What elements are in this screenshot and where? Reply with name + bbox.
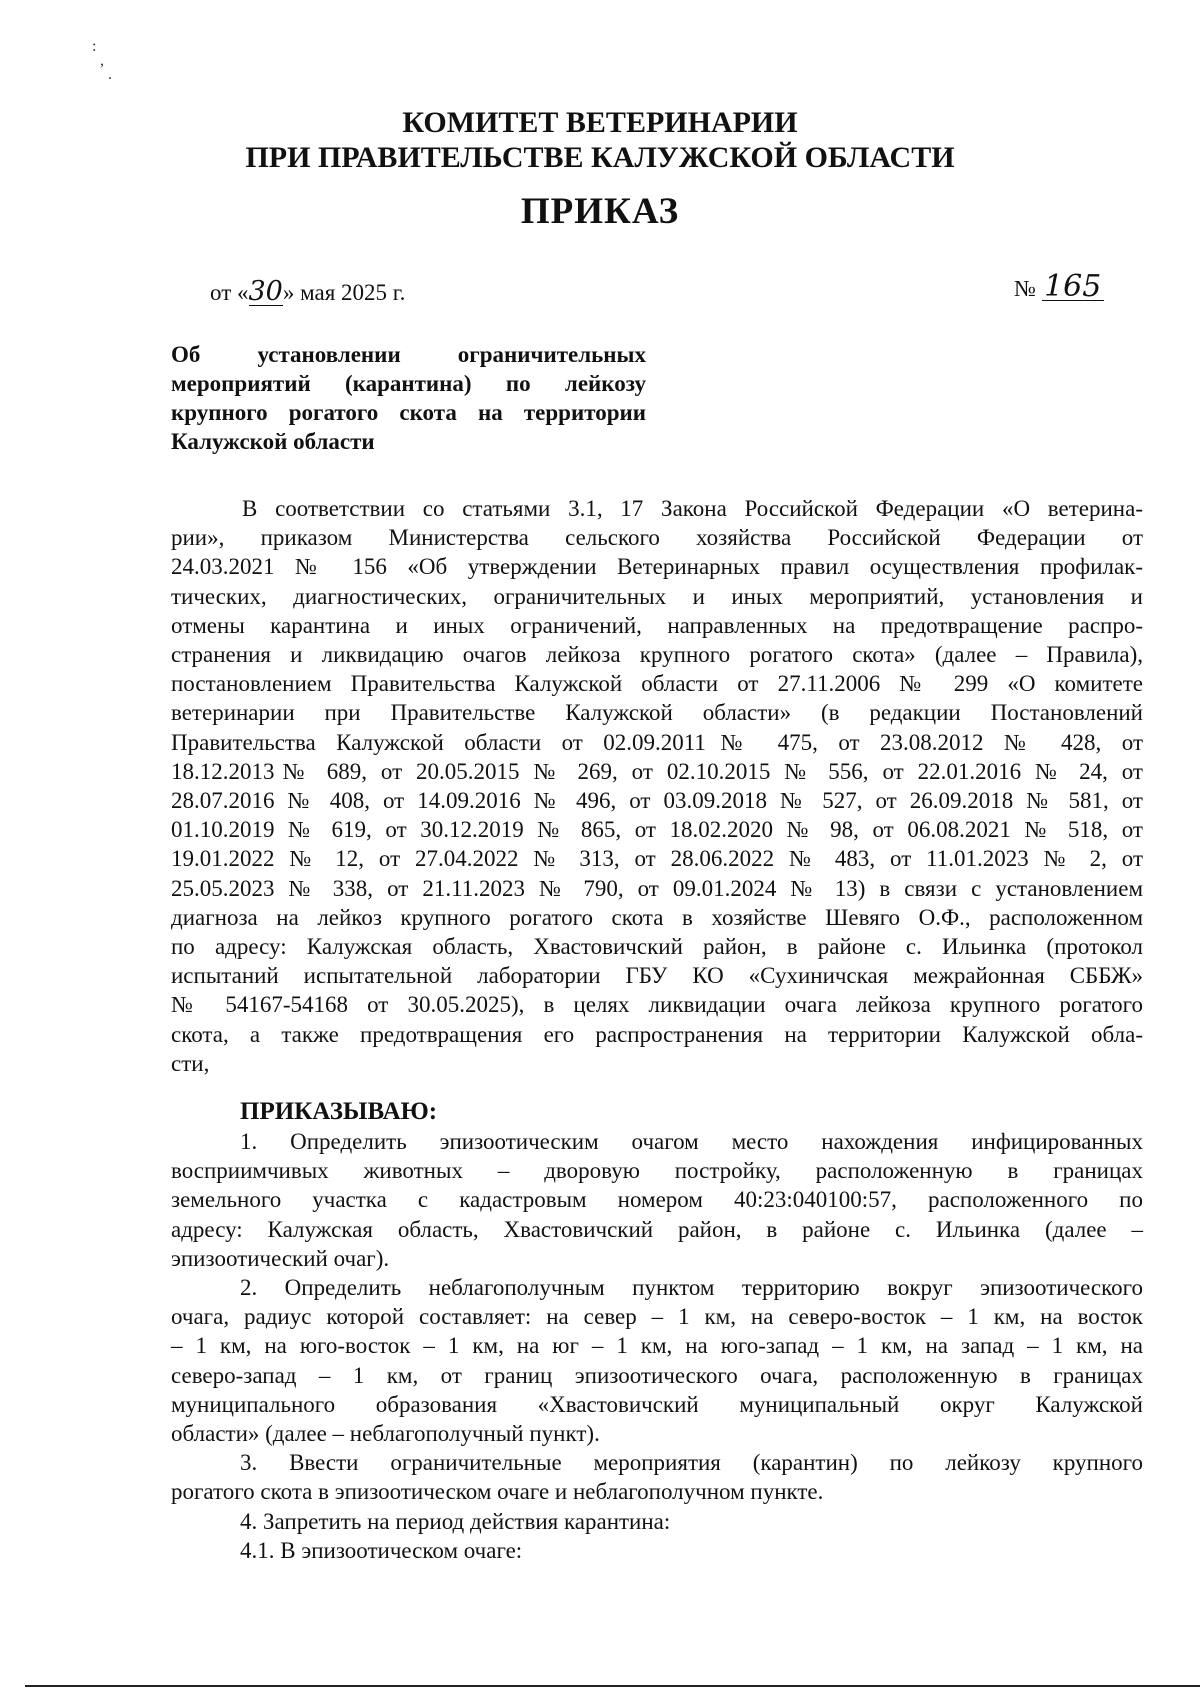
scan-artifact: : , . — [92, 38, 112, 83]
item-line: 3. Ввести ограничительные мероприятия (карантин) по лейкозу крупного — [240, 1450, 1143, 1476]
item-line: области» (далее – неблагополучный пункт). — [171, 1421, 600, 1447]
preamble-line: тических, диагностических, ограничительных и иных мероприятий, установления и — [171, 583, 1143, 609]
item-line: эпизоотический очаг). — [171, 1245, 390, 1271]
order-directive-heading: ПРИКАЗЫВАЮ: — [240, 1098, 438, 1125]
preamble-paragraph — [171, 494, 1143, 1078]
preamble-line: В соответствии со статьями 3.1, 17 Закона Российской Федерации «О ветерина- — [242, 496, 1143, 521]
item-line: рогатого скота в эпизоотическом очаге и неблагополучном пункте. — [171, 1479, 824, 1505]
preamble-line: 25.05.2023 № 338, от 21.11.2023 № 790, от 09.01.2024 № 13) в связи с установлением — [171, 875, 1143, 901]
preamble-line: ветеринарии при Правительстве Калужской области» (в редакции Постановлений — [171, 700, 1143, 726]
preamble-line: по адресу: Калужская область, Хвастовичский район, в районе с. Ильинка (протокол — [171, 934, 1143, 960]
item-line: очага, радиус которой составляет: на север – 1 км, на северо-восток – 1 км, на восток — [171, 1304, 1143, 1330]
item-line: восприимчивых животных – дворовую постройку, расположенную в границах — [171, 1158, 1143, 1184]
preamble-line: странения и ликвидацию очагов лейкоза крупного рогатого скота» (далее – Правила), — [171, 642, 1143, 668]
subject-line: крупного рогатого скота на территории — [171, 400, 646, 425]
preamble-line: скота, а также предотвращения его распространения на территории Калужской обла- — [171, 1021, 1143, 1047]
item-line: 2. Определить неблагополучным пунктом территорию вокруг эпизоотического — [240, 1275, 1143, 1301]
preamble-line: диагноза на лейкоз крупного рогатого скота в хозяйстве Шевяго О.Ф., расположенном — [171, 904, 1143, 930]
preamble-line: сти, — [171, 1050, 210, 1076]
order-date — [210, 278, 405, 308]
preamble-line: 01.10.2019 № 619, от 30.12.2019 № 865, от 18.02.2020 № 98, от 06.08.2021 № 518, от — [171, 817, 1143, 843]
item-line: муниципального образования «Хвастовичский муниципальный округ Калужской — [171, 1391, 1143, 1417]
document-title: ПРИКАЗ — [520, 191, 680, 232]
item-line: адресу: Калужская область, Хвастовичский район, в районе с. Ильинка (далее – — [171, 1216, 1143, 1242]
preamble-line: 28.07.2016 № 408, от 14.09.2016 № 496, от 03.09.2018 № 527, от 26.09.2018 № 581, от — [171, 788, 1143, 814]
preamble-line: постановлением Правительства Калужской области от 27.11.2006 № 299 «О комитете — [171, 671, 1143, 697]
order-number — [1014, 269, 1104, 304]
preamble-line: 24.03.2021 № 156 «Об утверждении Ветеринарных правил осуществления профилак- — [171, 554, 1143, 580]
preamble-line: 18.12.2013№ 689, от 20.05.2015 № 269, от 02.10.2015 № 556, от 22.01.2016 № 24, от — [171, 758, 1143, 784]
subject-line: Об установлении ограничительных — [171, 342, 646, 367]
date-day-handwritten: 30 — [248, 276, 283, 307]
date-prefix: от « — [210, 280, 249, 305]
item-line: 4. Запретить на период действия карантина: — [240, 1508, 671, 1534]
subject-line: Калужской области — [171, 429, 375, 454]
date-suffix: » мая 2025 г. — [282, 280, 406, 305]
preamble-line: рии», приказом Министерства сельского хозяйства Российской Федерации от — [171, 525, 1143, 551]
number-prefix: № — [1014, 276, 1036, 301]
preamble-line: 19.01.2022 № 12, от 27.04.2022 № 313, от 28.06.2022 № 483, от 11.01.2023 № 2, от — [171, 846, 1143, 872]
order-subject — [171, 340, 646, 456]
order-items — [171, 1127, 1143, 1565]
item-line: 4.1. В эпизоотическом очаге: — [240, 1537, 523, 1563]
preamble-line: Правительства Калужской области от 02.09.2011№ 475, от 23.08.2012 № 428, от — [171, 729, 1143, 755]
item-line: 1. Определить эпизоотическим очагом место нахождения инфицированных — [240, 1129, 1143, 1154]
page-bottom-edge — [25, 1685, 1200, 1687]
preamble-line: испытаний испытательной лаборатории ГБУ КО «Сухиничская межрайонная СББЖ» — [171, 963, 1143, 989]
org-name-line2: ПРИ ПРАВИТЕЛЬСТВЕ КАЛУЖСКОЙ ОБЛАСТИ — [245, 141, 955, 174]
item-line: – 1 км, на юго-восток – 1 км, на юг – 1 км, на юго-запад – 1 км, на запад – 1 км, на — [171, 1333, 1143, 1359]
number-value-handwritten: 165 — [1042, 274, 1104, 301]
preamble-line: отмены карантина и иных ограничений, направленных на предотвращение распро- — [171, 612, 1143, 638]
subject-line: мероприятий (карантина) по лейкозу — [171, 371, 646, 396]
preamble-line: № 54167-54168 от 30.05.2025), в целях ликвидации очага лейкоза крупного рогатого — [171, 992, 1143, 1018]
item-line: северо-запад – 1 км, от границ эпизоотического очага, расположенную в границах — [171, 1362, 1143, 1388]
item-line: земельного участка с кадастровым номером 40:23:040100:57, расположенного по — [171, 1187, 1143, 1213]
org-name-line1: КОМИТЕТ ВЕТЕРИНАРИИ — [402, 106, 798, 139]
